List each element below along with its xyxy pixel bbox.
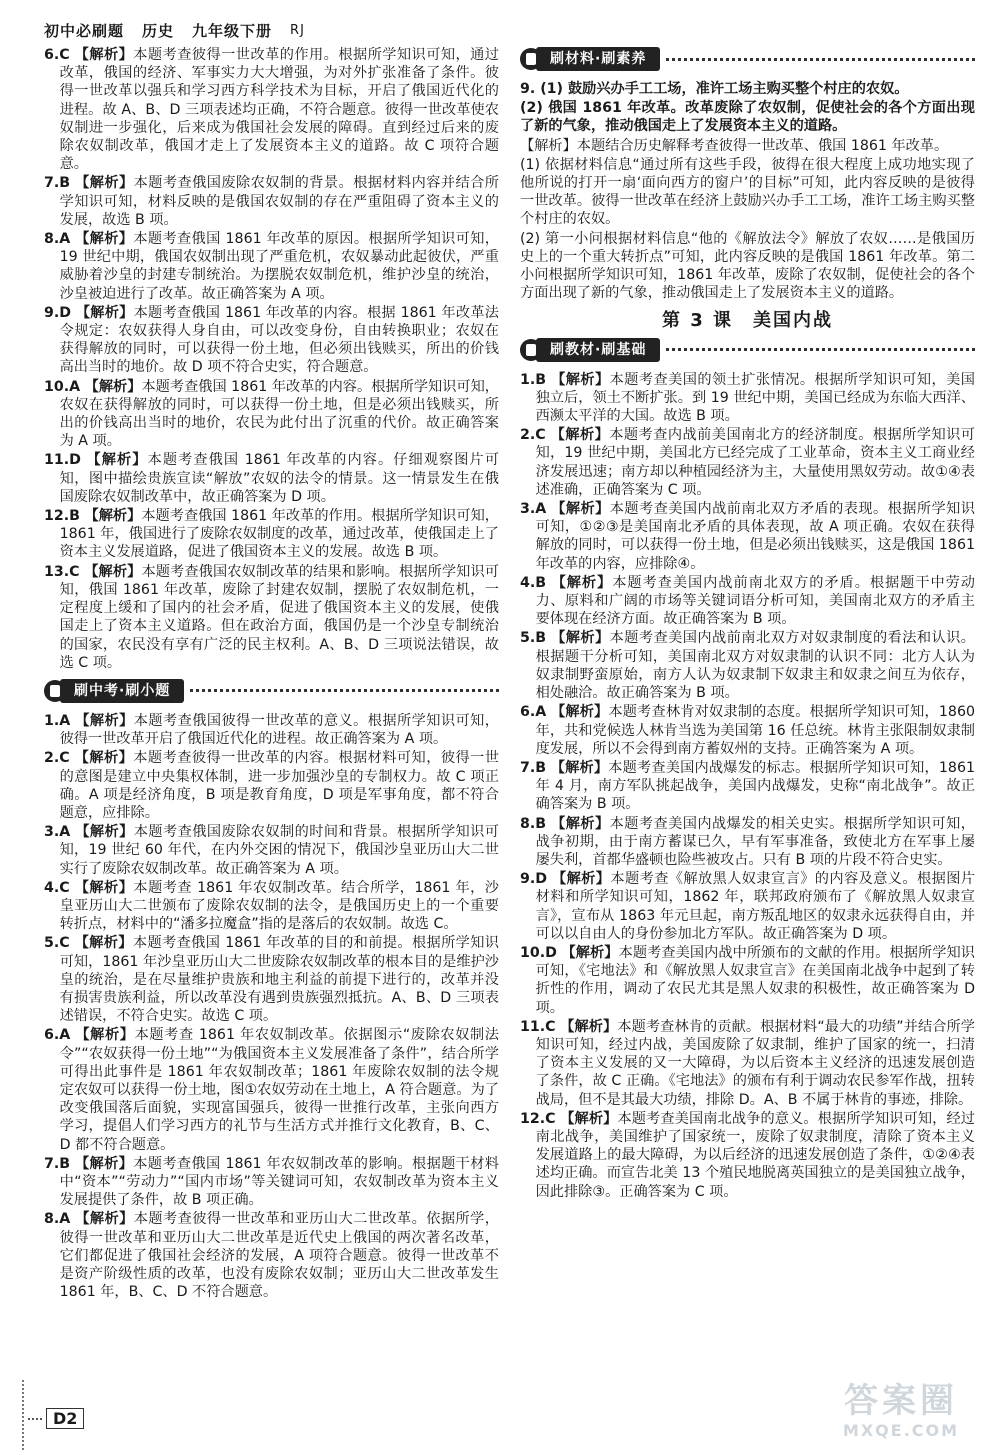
q9-answer-1: 9. (1) 鼓励兴办手工工场，准许工场主购买整个村庄的农奴。: [520, 81, 909, 97]
answer-letter: C: [59, 879, 70, 896]
analysis-tag: 【解析】: [75, 231, 134, 248]
q9-answer-2: (2) 俄国 1861 年改革。改革废除了农奴制，促使社会的各个方面出现了新的气象，推动俄国走上了发展资本主义的道路。: [520, 100, 975, 135]
analysis-tag: 【解析】: [75, 824, 134, 841]
analysis-tag: 【解析】: [551, 630, 610, 647]
question-number: 7.: [520, 759, 536, 776]
analysis-text: 本题考查美国内战前南北双方矛盾的表现。根据所学知识可知，①②③是美国南北矛盾的具体表现，故 A 项正确。农奴在获得解放的同时，可以获得一份土地，但是必须出钱赎买，这是俄国 1861 年改革的内容，应排除④。: [535, 501, 975, 572]
answer-item: [520, 629, 975, 702]
analysis-tag: 【解析】: [550, 759, 609, 776]
question-number: 9.: [520, 871, 536, 888]
answer-letter: B: [69, 508, 80, 525]
analysis-tag: 【解析】: [75, 712, 134, 729]
analysis-text: 本题考查美国内战中所颁布的文献的作用。根据所学知识可知，《宅地法》和《解放黑人奴隶宣言》在美国南北战争中起到了转折性的作用，调动了农民尤其是黑人奴隶的积极性，故正确答案为 D 项。: [535, 944, 975, 1016]
answer-item: [520, 759, 975, 814]
q9-analysis-1: (1) 依据材料信息“通过所有这些手段，彼得在很大程度上成功地实现了他所说的打开一扇‘面向西方的窗户’的目标”可知，此内容反映的是彼得一世改革。彼得一世改革在经济上鼓励兴办手工工场，准许工场主购买整个村庄的农奴。: [520, 156, 975, 228]
analysis-tag: 【解析】: [551, 815, 610, 832]
answer-letter: C: [545, 1018, 556, 1035]
grade-label: 九年级下册: [192, 21, 273, 40]
question-number: 11.: [520, 1018, 546, 1035]
q9-analysis-2: (2) 第一小问根据材料信息“他的《解放法令》解放了农奴……是俄国历史上的一个重大转折点”可知，此内容反映的是俄国 1861 年改革。第二小问根据所学知识可知，1861 年改革，废除了农奴制，促使社会的各个方面出现了新的气象，推动俄国走上了发展资本主义的道路。: [520, 230, 975, 302]
watermark-url: MXQE.COM: [842, 1421, 960, 1440]
answer-item: [44, 879, 499, 934]
answer-letter: A: [535, 501, 547, 518]
question-number: 11.: [44, 452, 70, 469]
answer-item: [44, 749, 499, 822]
question-number: 1.: [44, 712, 60, 729]
answer-letter: D: [69, 452, 81, 469]
analysis-text: 本题考查林肯对奴隶制的态度。根据所学知识可知，1860 年，共和党候选人林肯当选为美国第 16 任总统。林肯主张限制奴隶制度发展，所以不会得到南方蓄奴州的支持。正确答案为 A 项。: [535, 704, 976, 757]
analysis-text: 本题考查林肯的贡献。根据材料“最大的功绩”并结合所学知识可知，经过内战，美国废除了奴隶制，维护了国家的统一，扫清了资本主义发展的又一大障碍，为以后资本主义经济的迅速发展创造了条件，故 C 正确。《宅地法》的颁布有利于调动农民参军作战，扭转战局，但不是其最大功绩，排除 D。A、B 不属于林肯的事迹，排除。: [535, 1018, 975, 1108]
dotted-divider: [666, 58, 975, 61]
analysis-tag: 【解析】: [550, 427, 610, 444]
analysis-tag: 【解析】: [86, 452, 148, 469]
answer-list-a: [44, 46, 499, 672]
analysis-text: 本题考查俄国 1861 年改革的目的和前提。根据所学知识可知，1861 年沙皇亚历山大二世废除农奴制改革的根本目的是维护沙皇的统治，是在尽量维护贵族和地主利益的前提下进行的，改革并没有损害贵族利益，所以改革没有遇到贵族强烈抵抗。A、B、D 三项表述错误，不符合史实。故选 C 项。: [59, 935, 499, 1025]
analysis-tag: 【解析】: [551, 871, 611, 888]
analysis-text: 本题考查美国南北战争的意义。根据所学知识可知，经过南北战争，美国维护了国家统一，废除了奴隶制度，清除了资本主义发展道路上的最大障碍，为以后经济的迅速发展创造了条件，①②④表述均正确。而宣告北美 13 个殖民地脱离英国独立的是美国独立战争，因此排除③。正确答案为 C 项。: [535, 1110, 975, 1200]
analysis-text: 本题考查 1861 年农奴制改革。依据图示“废除农奴制法令”“农奴获得一份土地”“为俄国资本主义发展准备了条件”，结合所学可得出此事件是 1861 年农奴制改革；1861 年废除农奴制的法令规定农奴可以获得一份土地，图①农奴劳动在土地上，A 符合题意。为了改变俄国落后面貌，实现富国强兵，彼得一世推行改革，主张向西方学习，提倡人们学习西方的礼节与生活方式并推行文化教育，B、C、D 都不符合题意。: [59, 1027, 499, 1153]
analysis-tag: 【解析】: [84, 508, 142, 525]
answer-item: [44, 934, 499, 1025]
analysis-text: 本题考查内战前美国南北方的经济制度。根据所学知识可知，19 世纪中期，美国北方已经完成了工业革命，资本主义工商业经济发展迅速；南方却以种植园经济为主，大量使用黑奴劳动。故①④表述准确，正确答案为 C 项。: [535, 427, 975, 498]
question-number: 8.: [44, 1211, 60, 1228]
analysis-tag: 【解析】: [551, 371, 610, 388]
analysis-tag: 【解析】: [551, 574, 613, 591]
analysis-text: 本题考查美国内战前南北双方对奴隶制度的看法和认识。根据题干分析可知，美国南北双方对奴隶制的认识不同：北方人认为奴隶制野蛮原始，南方人认为奴隶制下奴隶主和奴隶之间互为依存，相处融洽。故正确答案为 B 项。: [535, 630, 975, 702]
answer-item: [44, 563, 499, 672]
watermark-text: 答案圈: [844, 1381, 958, 1421]
analysis-text: 本题考查俄国 1861 年农奴制改革的影响。根据题干材料中“资本”“劳动力”“国内市场”等关键词可知，农奴制改革为资本主义发展提供了条件，故 B 项正确。: [59, 1155, 499, 1209]
analysis-text: 本题考查俄国 1861 年改革的原因。根据所学知识可知，19 世纪中期，俄国农奴制出现了严重危机，农奴暴动此起彼伏，严重威胁着沙皇的封建专制统治。为摆脱农奴制危机，维护沙皇的统治，沙皇被迫进行了改革。故正确答案为 A 项。: [59, 231, 499, 302]
answer-item: [44, 1026, 499, 1153]
analysis-tag: 【解析】: [75, 304, 134, 321]
answer-item: [44, 46, 499, 173]
answer-letter: B: [535, 630, 547, 647]
question-number: 5.: [44, 935, 60, 952]
analysis-tag: 【解析】: [75, 1027, 135, 1044]
answer-item: [44, 304, 499, 377]
analysis-tag: 【解析】: [560, 1110, 618, 1127]
answer-item: [44, 451, 499, 506]
analysis-text: 本题考查美国内战爆发的标志。根据所学知识可知，1861 年 4 月，南方军队挑起战争，美国内战爆发，史称“南北战争”。故正确答案为 B 项。: [535, 759, 975, 813]
question-number: 6.: [44, 1027, 60, 1044]
analysis-text: 本题考查俄国 1861 年改革的内容。仔细观察图片可知，图中描绘贵族宣读“解放”农奴的法令的情景。这一情景发生在俄国废除农奴制改革中，故正确答案为 D 项。: [59, 452, 499, 505]
answer-item: [520, 870, 975, 943]
analysis-text: 本题考查《解放黑人奴隶宣言》的内容及意义。根据图片材料和所学知识可知，1862 年，联邦政府颁布了《解放黑人奴隶宣言》，宣布从 1863 年元旦起，南方叛乱地区的奴隶永远获得自由，并可以以自由人的身份参加北方军队。故正确答案为 D 项。: [535, 871, 975, 942]
answer-item: [44, 712, 499, 748]
analysis-text: 本题考查彼得一世改革的作用。根据所学知识可知，通过改革，俄国的经济、军事实力大大增强，为对外扩张准备了条件。彼得一世改革以强兵和学习西方科学技术为目标，开启了俄国近代化的进程。故 A、B、D 三项表述均正确，不符合题意。彼得一世改革使农奴制进一步强化，后来成为俄国社会发展的障碍。直到经过后来的废除农奴制改革，俄国才走上了发展资本主义的道路。故 C 项符合题意。: [59, 47, 499, 173]
lesson-title: 第 3 课 美国内战: [661, 310, 834, 332]
question-number: 5.: [520, 630, 536, 647]
answer-letter: D: [535, 871, 548, 888]
analysis-text: 本题考查美国内战前南北双方的矛盾。根据题干中劳动力、原料和广阔的市场等关键词语分析可知，美国南北双方的矛盾主要体现在经济方面。故正确答案为 B 项。: [535, 574, 975, 628]
answer-item: [44, 174, 499, 229]
analysis-text: 本题考查俄国 1861 年改革的作用。根据所学知识可知，1861 年，俄国进行了废除农奴制度的改革，通过改革，使俄国走上了资本主义发展道路，促进了俄国资本主义的发展。故选 B 项。: [59, 508, 499, 561]
analysis-tag: 【解析】: [550, 704, 609, 721]
question-number: 8.: [44, 231, 60, 248]
page-dots: [28, 1418, 42, 1420]
analysis-text: 本题考查俄国农奴制改革的结果和影响。根据所学知识可知，俄国 1861 年改革，废除了封建农奴制，摆脱了农奴制危机，一定程度上缓和了国内的社会矛盾，促进了俄国资本主义的发展，使俄国走上了资本主义道路。但在政治方面，俄国仍是一个沙皇专制统治的国家，农民没有享有广泛的民主权利。A、B、D 三项说法错误，故选 C 项。: [59, 563, 499, 671]
answer-item: [44, 378, 499, 451]
analysis-text: 本题考查俄国废除农奴制的背景。根据材料内容并结合所学知识可知，材料反映的是俄国农奴制的存在严重阻碍了资本主义的发展，故选 B 项。: [59, 175, 499, 228]
answer-item: [520, 500, 975, 573]
answer-letter: A: [59, 231, 71, 248]
book-icon: [520, 48, 542, 70]
answer-item: [520, 944, 975, 1017]
book-icon: [44, 680, 66, 702]
question-number: 4.: [520, 574, 536, 591]
answer-letter: C: [69, 563, 80, 580]
answer-item: [520, 371, 975, 426]
answer-item: [44, 1210, 499, 1301]
question-number: 6.: [44, 47, 60, 63]
question-number: 1.: [520, 371, 536, 388]
answer-item: [44, 230, 499, 303]
page-number-box: D2: [46, 1408, 84, 1429]
answer-letter: B: [535, 574, 547, 591]
answer-letter: A: [59, 824, 71, 841]
page-number: [28, 1408, 84, 1429]
dotted-divider: [666, 348, 975, 351]
answer-letter: B: [59, 175, 71, 192]
page-header: [44, 16, 956, 44]
analysis-text: 本题考查彼得一世改革的内容。根据材料可知，彼得一世的意图是建立中央集权体制，进一步加强沙皇的专制权力。故 C 项正确。A 项是经济角度，B 项是教育角度，D 项是军事角度，都不符合题意，应排除。: [59, 750, 499, 821]
margin-dotted-line: [22, 1380, 24, 1450]
answer-item: [520, 815, 975, 870]
answer-letter: B: [59, 1155, 71, 1172]
answer-letter: C: [59, 935, 70, 952]
answer-letter: D: [545, 944, 557, 961]
left-column: [44, 46, 499, 1302]
analysis-tag: 【解析】: [74, 879, 134, 896]
section-banner-textbook: [520, 337, 975, 363]
question-number: 8.: [520, 815, 536, 832]
answer-letter: A: [535, 704, 547, 721]
question-number: 10.: [44, 378, 70, 395]
analysis-tag: 【解析】: [74, 750, 134, 767]
section-banner-exam: [44, 678, 499, 704]
question-number: 2.: [520, 427, 536, 444]
answer-letter: A: [59, 712, 71, 729]
answer-letter: C: [59, 750, 70, 767]
analysis-text: 本题考查 1861 年农奴制改革。结合所学，1861 年，沙皇亚历山大二世颁布了废除农奴制的法令，是俄国历史上的一个重要转折点，材料中的“潘多拉魔盒”指的是落后的农奴制。故选 C。: [59, 879, 499, 933]
analysis-text: 本题考查美国内战爆发的相关史实。根据所学知识可知，战争初期，由于南方蓄谋已久，早有军事准备，致使北方在军事上屡屡失利，首都华盛顿也险些被攻占。只有 B 项的片段不符合史实。: [535, 815, 975, 868]
answer-letter: C: [535, 427, 546, 444]
answer-letter: A: [59, 1211, 71, 1228]
question-number: 9.: [44, 304, 60, 321]
answer-letter: B: [535, 371, 547, 388]
analysis-tag: 【解析】: [74, 1155, 134, 1172]
analysis-text: 本题考查俄国废除农奴制的时间和背景。根据所学知识可知，19 世纪 60 年代，在内外交困的情况下，俄国沙皇亚历山大二世实行了废除农奴制改革。故正确答案为 A 项。: [59, 824, 499, 877]
right-column: [520, 46, 975, 1202]
analysis-text: 本题考查俄国 1861 年改革的内容。根据 1861 年改革法令规定：农奴获得人身自由，可以改变身份，自由转换职业；农奴在获得解放的同时，可以获得一份土地，但必须出钱赎买，所出的价钱高出当时的地价。故 D 项不符合史实，符合题意。: [59, 304, 499, 376]
answer-item: [520, 1110, 975, 1201]
answer-letter: A: [69, 378, 81, 395]
analysis-tag: 【解析】: [84, 563, 142, 580]
analysis-tag: 【解析】: [74, 935, 133, 952]
section-banner-material: [520, 46, 975, 72]
banner-label: 刷材料·刷素养: [536, 47, 660, 71]
watermark-logo: [826, 1381, 976, 1447]
question-number: 6.: [520, 704, 536, 721]
answer-list-b: [44, 712, 499, 1302]
question-number: 7.: [44, 1155, 60, 1172]
answer-letter: C: [59, 47, 70, 63]
q9-analysis-intro: 【解析】本题结合历史解释考查彼得一世改革、俄国 1861 年改革。: [520, 137, 949, 154]
answer-letter: A: [59, 1027, 71, 1044]
answer-letter: B: [535, 759, 547, 776]
analysis-text: 本题考查俄国 1861 年改革的内容。根据所学知识可知，农奴在获得解放的同时，可以获得一份土地，但是必须出钱赎买，所出的价钱高出当时的地价，农民为此付出了沉重的代价。故正确答案为 A 项。: [59, 378, 499, 450]
analysis-text: 本题考查美国的领土扩张情况。根据所学知识可知，美国独立后，领土不断扩张。到 19 世纪中期，美国已经成为东临大西洋、西濒太平洋的大国。故选 B 项。: [535, 371, 975, 425]
answer-list-c: [520, 371, 975, 1201]
edition-label: RJ: [290, 22, 305, 38]
dotted-divider: [190, 689, 499, 692]
book-icon: [520, 339, 542, 361]
answer-item: [520, 1018, 975, 1109]
question-number: 12.: [44, 508, 70, 525]
analysis-tag: 【解析】: [561, 944, 619, 961]
answer-letter: C: [545, 1110, 556, 1127]
answer-letter: D: [59, 304, 72, 321]
question-number: 4.: [44, 879, 60, 896]
analysis-tag: 【解析】: [75, 1211, 134, 1228]
question-number: 13.: [44, 563, 70, 580]
answer-item: [520, 703, 975, 758]
analysis-text: 本题考查俄国彼得一世改革的意义。根据所学知识可知，彼得一世改革开启了俄国近代化的进程。故正确答案为 A 项。: [59, 712, 499, 748]
answer-item: [44, 507, 499, 562]
question-number: 12.: [520, 1110, 546, 1127]
answer-item: [44, 1155, 499, 1210]
series-title: 初中必刷题: [44, 21, 125, 40]
answer-item: [44, 823, 499, 878]
analysis-tag: 【解析】: [74, 47, 134, 63]
question-number: 7.: [44, 175, 60, 192]
analysis-tag: 【解析】: [84, 378, 142, 395]
answer-letter: B: [535, 815, 547, 832]
analysis-tag: 【解析】: [551, 501, 610, 518]
question-number: 3.: [520, 501, 536, 518]
subject-label: 历史: [142, 21, 175, 40]
analysis-tag: 【解析】: [75, 175, 134, 192]
analysis-text: 本题考查彼得一世改革和亚历山大二世改革。依据所学，彼得一世改革和亚历山大二世改革是近代史上俄国的两次著名改革，它们都促进了俄国社会经济的发展，A 项符合题意。彼得一世改革不是资产阶级性质的改革，也没有废除农奴制；亚历山大二世改革发生 1861 年，B、C、D 不符合题意。: [59, 1211, 499, 1301]
answer-item: [520, 426, 975, 499]
question-number: 2.: [44, 750, 60, 767]
analysis-tag: 【解析】: [560, 1018, 618, 1035]
answer-item: [520, 574, 975, 629]
banner-label: 刷教材·刷基础: [536, 338, 660, 362]
banner-label: 刷中考·刷小题: [60, 679, 184, 703]
question-number: 3.: [44, 824, 60, 841]
question-number: 10.: [520, 944, 546, 961]
